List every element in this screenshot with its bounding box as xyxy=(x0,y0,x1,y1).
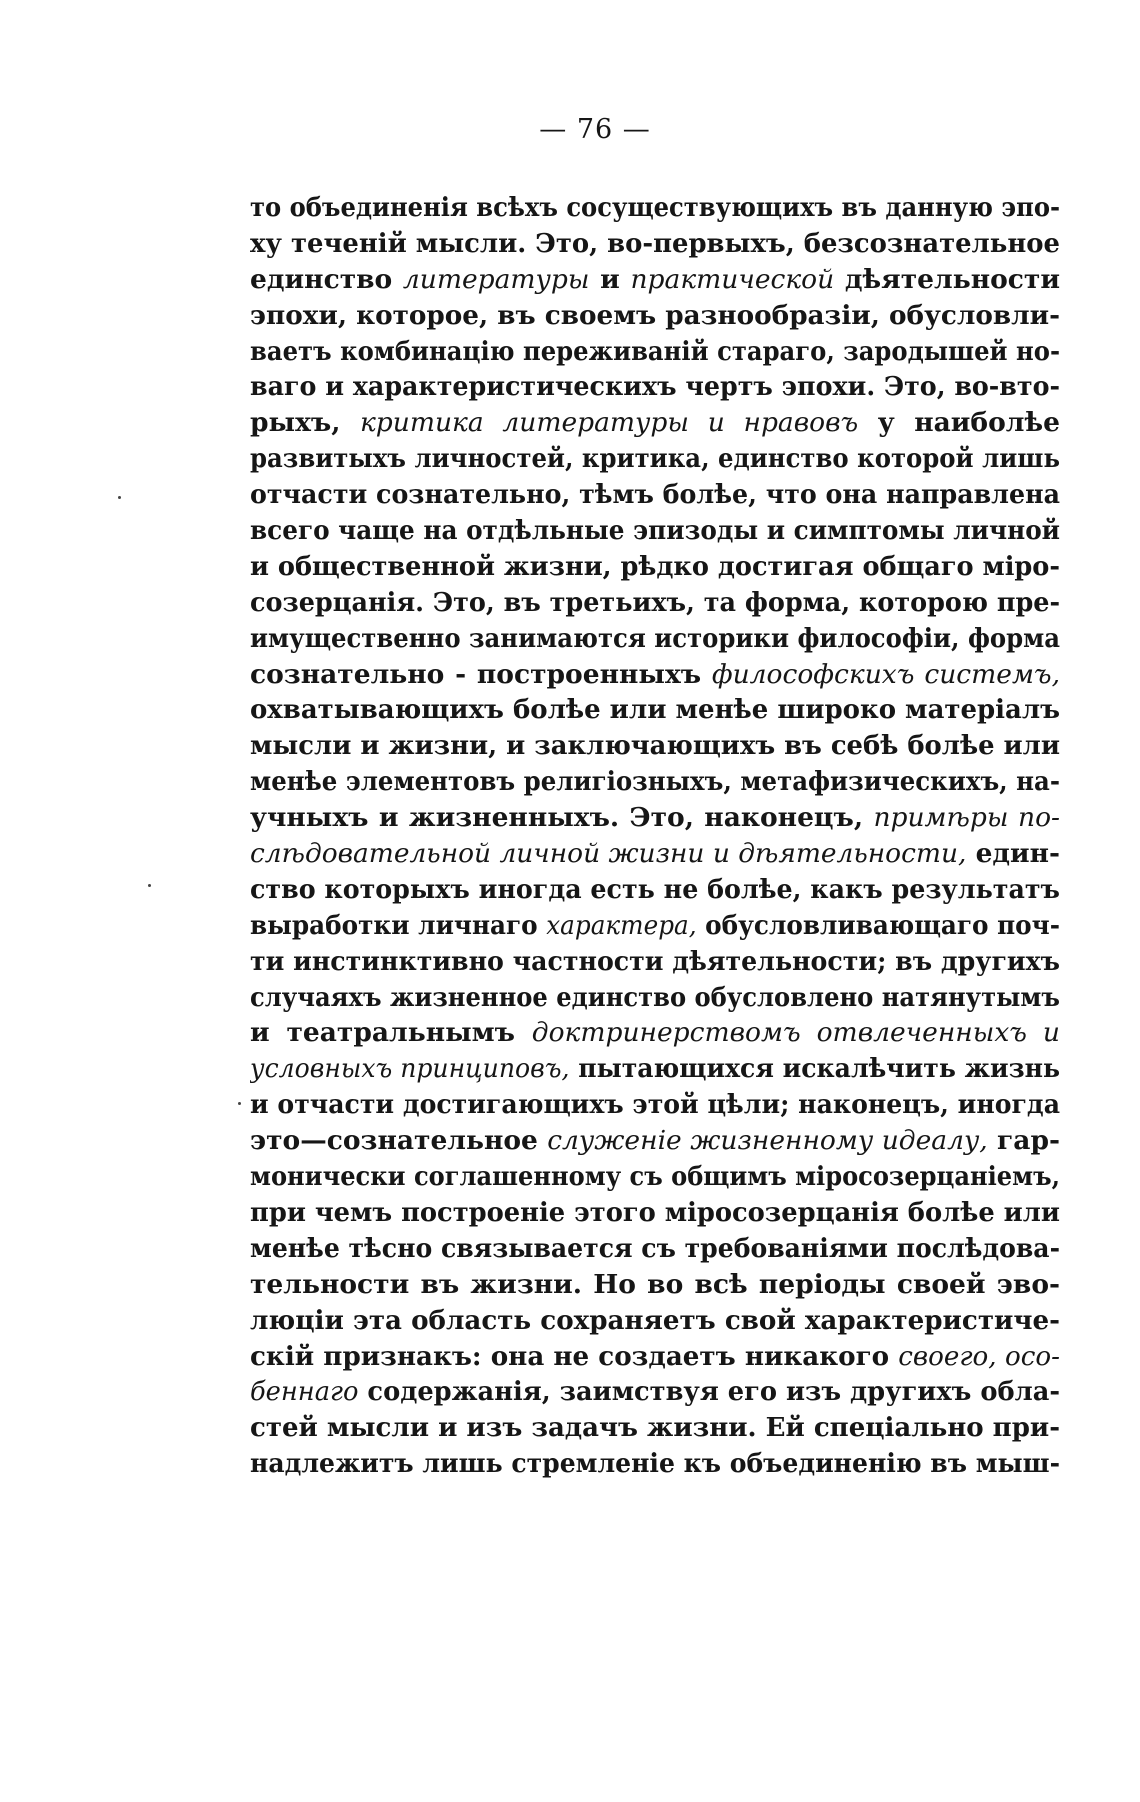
text-line xyxy=(250,980,1060,1016)
text-segment: содержанія, заимствуя его изъ другихъ обла- xyxy=(358,1376,1060,1408)
text-segment: надлежитъ лишь стремленіе къ объединенію въ мыш- xyxy=(250,1448,1060,1480)
italic-text: философскихъ системъ, xyxy=(711,658,1060,690)
text-segment: и общественной жизни, рѣдко достигая общаго міро- xyxy=(250,550,1060,582)
text-line xyxy=(250,298,1060,334)
scan-speck xyxy=(118,496,121,499)
text-line xyxy=(250,262,1060,298)
text-segment: тельности въ жизни. Но во всѣ періоды своей эво- xyxy=(250,1268,1060,1300)
text-line xyxy=(250,1051,1060,1087)
text-line xyxy=(250,1339,1060,1375)
italic-text: литературы xyxy=(402,263,590,295)
text-segment: имущественно занимаются историки философіи, форма xyxy=(250,622,1060,654)
scan-speck xyxy=(238,1102,241,1105)
text-segment: обусловливающаго поч- xyxy=(696,909,1060,941)
italic-text: характера, xyxy=(546,909,697,941)
scan-speck xyxy=(148,884,151,887)
text-segment: мысли и жизни, и заключающихъ въ себѣ болѣе или xyxy=(250,730,1060,762)
italic-text: критика литературы и нравовъ xyxy=(359,407,859,439)
text-line xyxy=(250,692,1060,728)
text-segment: ство которыхъ иногда есть не болѣе, какъ результатъ xyxy=(250,873,1060,905)
italic-text: практической xyxy=(630,263,835,295)
italic-text: слѣдовательной личной жизни и дѣятельности, xyxy=(250,838,967,870)
text-segment: менѣе элементовъ религіозныхъ, метафизическихъ, на- xyxy=(250,766,1060,798)
text-segment: и отчасти достигающихъ этой цѣли; наконецъ, иногда xyxy=(250,1089,1060,1121)
text-segment: созерцанія. Это, въ третьихъ, та форма, которою пре- xyxy=(250,586,1060,618)
text-segment: всего чаще на отдѣльные эпизоды и симптомы личной xyxy=(250,515,1060,547)
text-segment: менѣе тѣсно связывается съ требованіями послѣдова- xyxy=(250,1232,1060,1264)
text-segment: пытающихся искалѣчить жизнь xyxy=(569,1053,1060,1085)
text-segment: развитыхъ личностей, критика, единство которой лишь xyxy=(250,443,1060,475)
text-line xyxy=(250,1303,1060,1339)
text-line xyxy=(250,908,1060,944)
text-line xyxy=(250,513,1060,549)
text-segment: ваго и характеристическихъ чертъ эпохи. Это, во-вто- xyxy=(250,371,1060,403)
text-segment: скій признакъ: она не создаетъ никакого xyxy=(250,1340,899,1372)
text-line xyxy=(250,334,1060,370)
text-line xyxy=(250,1446,1060,1482)
text-segment: отчасти сознательно, тѣмъ болѣе, что она направлена xyxy=(250,479,1060,511)
text-line xyxy=(250,1015,1060,1051)
text-line xyxy=(250,549,1060,585)
text-segment: у наиболѣе xyxy=(858,407,1060,439)
text-line xyxy=(250,764,1060,800)
italic-text: примѣры по- xyxy=(873,802,1060,834)
text-segment: выработки личнаго xyxy=(250,909,547,941)
body-text xyxy=(250,190,1060,1482)
text-segment: сознательно - построенныхъ xyxy=(250,658,712,690)
text-line xyxy=(250,226,1060,262)
text-segment: при чемъ построеніе этого міросозерцанія болѣе или xyxy=(250,1196,1060,1228)
text-line xyxy=(250,657,1060,693)
italic-text: служеніе жизненному идеалу, xyxy=(547,1125,988,1157)
text-line xyxy=(250,585,1060,621)
text-segment: ваетъ комбинацію переживаній стараго, зародышей но- xyxy=(250,335,1060,367)
text-line xyxy=(250,944,1060,980)
text-segment: ти инстинктивно частности дѣятельности; въ другихъ xyxy=(250,945,1060,977)
text-line xyxy=(250,1374,1060,1410)
text-line xyxy=(250,1159,1060,1195)
text-segment: случаяхъ жизненное единство обусловлено натянутымъ xyxy=(250,981,1060,1013)
text-segment: единство xyxy=(250,263,403,295)
text-segment: рыхъ, xyxy=(250,407,360,439)
text-segment: учныхъ и жизненныхъ. Это, наконецъ, xyxy=(250,802,874,834)
text-line xyxy=(250,369,1060,405)
text-line xyxy=(250,1087,1060,1123)
text-line xyxy=(250,872,1060,908)
text-line xyxy=(250,728,1060,764)
text-line xyxy=(250,621,1060,657)
text-segment: дѣятельности xyxy=(834,263,1060,295)
text-line xyxy=(250,477,1060,513)
text-segment: монически соглашенному съ общимъ міросозерцаніемъ, xyxy=(250,1161,1060,1193)
text-line xyxy=(250,836,1060,872)
text-line xyxy=(250,1267,1060,1303)
text-segment: то объединенія всѣхъ сосуществующихъ въ данную эпо- xyxy=(250,192,1060,223)
text-segment: ху течeній мысли. Это, во-первыхъ, безсознательное xyxy=(250,227,1060,259)
text-segment: это—сознательное xyxy=(250,1125,548,1157)
italic-text: условныхъ принциповъ, xyxy=(250,1053,570,1085)
italic-text: своего, осо- xyxy=(898,1340,1060,1372)
text-line xyxy=(250,190,1060,226)
text-segment: стей мысли и изъ задачъ жизни. Ей спеціально при- xyxy=(250,1412,1060,1444)
text-line xyxy=(250,405,1060,441)
text-segment: охватывающихъ болѣе или менѣе широко матеріалъ xyxy=(250,694,1060,726)
text-line xyxy=(250,1195,1060,1231)
text-line xyxy=(250,441,1060,477)
text-segment: люціи эта область сохраняетъ свой характеристиче- xyxy=(250,1304,1060,1336)
text-segment: эпохи, которое, въ своемъ разнообразіи, обусловли- xyxy=(250,299,1060,331)
text-line xyxy=(250,1123,1060,1159)
italic-text: доктринерствомъ отвлеченныхъ и xyxy=(531,1017,1060,1049)
text-segment: и xyxy=(589,263,631,295)
text-segment: и театральнымъ xyxy=(250,1017,532,1049)
text-segment: един- xyxy=(966,838,1060,870)
text-line xyxy=(250,1231,1060,1267)
text-line xyxy=(250,1410,1060,1446)
text-segment: гар- xyxy=(987,1125,1060,1157)
text-line xyxy=(250,800,1060,836)
page-number: — 76 — xyxy=(539,114,651,145)
italic-text: беннаго xyxy=(250,1376,359,1408)
